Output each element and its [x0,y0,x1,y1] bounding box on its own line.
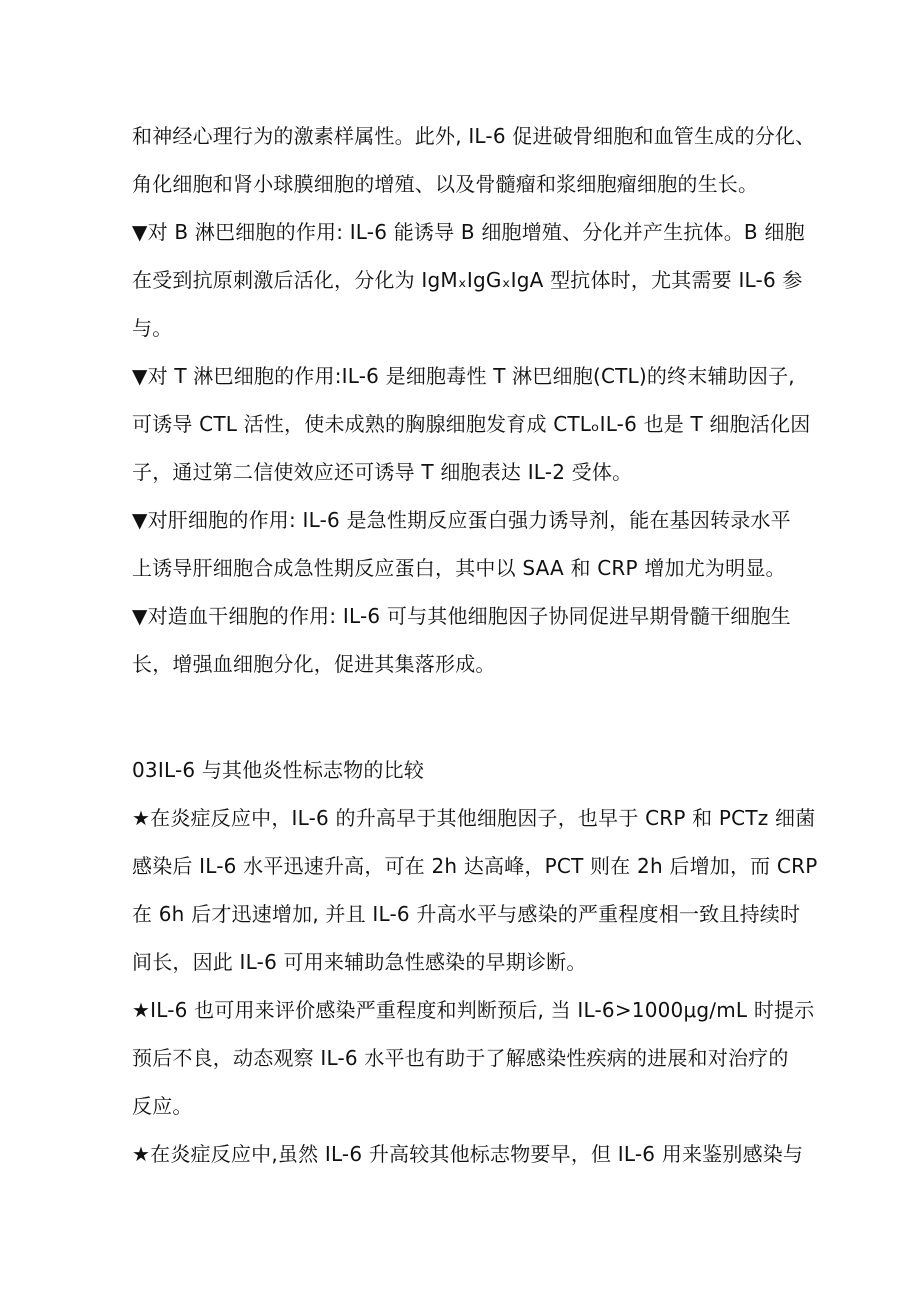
paragraph-comparison-onset [132,794,818,986]
text-line: 在 6h 后才迅速增加, 并且 IL-6 升高水平与感染的严重程度相一致且持续时 [132,902,801,926]
text-line: 长，增强血细胞分化，促进其集落形成。 [132,652,496,676]
text-line: ★在炎症反应中，IL-6 的升高早于其他细胞因子，也早于 CRP 和 PCTz 细菌 [132,806,816,830]
text-line: ★IL-6 也可用来评价感染严重程度和判断预后, 当 IL-6>1000μg∕mL 时提示 [132,998,815,1022]
text-line: ★在炎症反应中,虽然 IL-6 升高较其他标志物要早，但 IL-6 用来鉴别感染与 [132,1142,804,1166]
text-line: 可诱导 CTL 活性，使未成熟的胸腺细胞发育成 CTLₒIL-6 也是 T 细胞活化因 [132,412,811,436]
text-line: 与。 [132,316,173,340]
text-line: ▼对 B 淋巴细胞的作用: IL-6 能诱导 B 细胞增殖、分化并产生抗体。B 细胞 [132,220,805,244]
text-line: 间长，因此 IL-6 可用来辅助急性感染的早期诊断。 [132,950,587,974]
text-line: 和神经心理行为的激素样属性。此外, IL-6 促进破骨细胞和血管生成的分化、 [132,124,816,148]
paragraph [132,112,816,208]
paragraph-hepatocyte [132,496,802,592]
text-line: ▼对 T 淋巴细胞的作用:IL-6 是细胞毒性 T 淋巴细胞(CTL)的终末辅助因子, [132,364,795,388]
text-line: 子，通过第二信使效应还可诱导 T 细胞表达 IL-2 受体。 [132,460,633,484]
text-line: 上诱导肝细胞合成急性期反应蛋白，其中以 SAA 和 CRP 增加尤为明显。 [132,556,786,580]
paragraph-b-lymphocyte [132,208,805,352]
paragraph-hematopoietic [132,592,802,688]
text-line: 角化细胞和肾小球膜细胞的增殖、以及骨髓瘤和浆细胞瘤细胞的生长。 [132,172,759,196]
paragraph-comparison-prognosis [132,986,815,1130]
paragraph-comparison-differential [132,1130,802,1178]
section-heading: 03IL-6 与其他炎性标志物的比较 [132,758,425,782]
document-page [132,112,818,1178]
paragraph-t-lymphocyte [132,352,811,496]
text-line: ▼对造血干细胞的作用: IL-6 可与其他细胞因子协同促进早期骨髓干细胞生 [132,604,791,628]
text-line: 预后不良，动态观察 IL-6 水平也有助于了解感染性疾病的进展和对治疗的 [132,1046,789,1070]
text-line: ▼对肝细胞的作用: IL-6 是急性期反应蛋白强力诱导剂，能在基因转录水平 [132,508,791,532]
text-line: 感染后 IL-6 水平迅速升高，可在 2h 达高峰，PCT 则在 2h 后增加，而 CRP [132,854,818,878]
text-line: 反应。 [132,1094,193,1118]
text-line: 在受到抗原刺激后活化，分化为 IgMₓIgGₓIgA 型抗体时，尤其需要 IL-6 参 [132,268,803,292]
section-spacer [132,688,802,746]
